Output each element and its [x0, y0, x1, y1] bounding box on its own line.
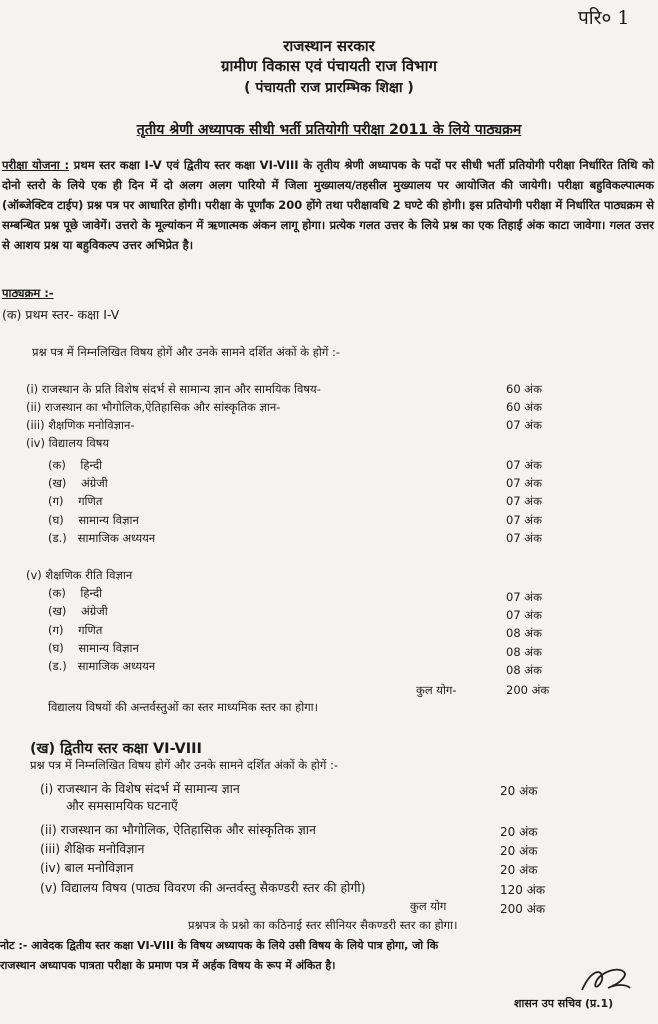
- school-subject-label: (घ) सामान्य विज्ञान: [48, 513, 139, 527]
- level2-item-label-continued: और समसामयिक घटनाएँ: [66, 798, 178, 813]
- footnote-line: राजस्थान अध्यापक पात्रता परीक्षा के प्रमाण पत्र में अर्हक विषय के रूप में अंकित है।: [0, 959, 336, 972]
- syllabus-heading: पाठ्यक्रम :-: [2, 286, 54, 300]
- pedagogy-subject-label: (ग) गणित: [48, 623, 103, 637]
- level2-heading: (ख) द्वितीय स्तर कक्षा VI-VIII: [30, 741, 202, 757]
- pedagogy-subject-label: (ख) अंग्रेजी: [48, 604, 108, 618]
- level2-item-label: (v) विद्यालय विषय (पाठ्य विवरण की अन्तर्वस्तु सैकण्डरी स्तर की होगी): [40, 880, 366, 895]
- page-reference: परि० 1: [578, 7, 630, 29]
- pedagogy-subject-label: (ड.) सामाजिक अध्ययन: [48, 659, 156, 673]
- header-department: ग्रामीण विकास एवं पंचायती राज विभाग: [221, 57, 437, 75]
- level2-total-label: कुल योग: [410, 899, 447, 913]
- level1-heading: (क) प्रथम स्तर- कक्षा I-V: [2, 307, 120, 322]
- document-title: तृतीय श्रेणी अध्यापक सीधी भर्ती प्रतियोगी परीक्षा 2011 के लिये पाठ्यक्रम: [136, 122, 522, 138]
- level1-total-marks: 200 अंक: [506, 683, 550, 697]
- signature-designation: शासन उप सचिव (प्र.1): [514, 997, 614, 1010]
- level2-item-label: (i) राजस्थान के विशेष संदर्भ में सामान्य ज्ञान: [40, 781, 240, 796]
- level2-item-marks: 20 अंक: [500, 825, 538, 839]
- school-subject-label: (क) हिन्दी: [48, 458, 103, 472]
- pedagogy-subject-marks: 07 अंक: [506, 608, 542, 622]
- level1-item-label: (iii) शैक्षणिक मनोविज्ञान-: [26, 418, 135, 432]
- level2-total-marks: 200 अंक: [500, 902, 546, 916]
- level2-item-marks: 20 अंक: [500, 784, 538, 798]
- pedagogy-subject-label: (घ) सामान्य विज्ञान: [48, 641, 139, 655]
- level1-item-marks: 60 अंक: [506, 400, 542, 414]
- pedagogy-subject-marks: 08 अंक: [506, 663, 542, 677]
- pedagogy-subject-marks: 07 अंक: [506, 590, 542, 604]
- footnote-line: नोट :- आवेदक द्वितीय स्तर कक्षा VI-VIII के विषय अध्यापक के लिये उसी विषय के लिये पात्र होगा, जो कि: [0, 939, 439, 952]
- level1-note: विद्यालय विषयों की अन्तर्वस्तुओं का स्तर माध्यमिक स्तर का होगा।: [48, 700, 319, 714]
- signature-scribble-icon: [578, 962, 634, 998]
- school-subject-marks: 07 अंक: [506, 476, 542, 490]
- level2-item-marks: 20 अंक: [500, 863, 538, 877]
- school-subject-label: (ड.) सामाजिक अध्ययन: [48, 531, 156, 545]
- level2-intro: प्रश्न पत्र में निम्नलिखित विषय होगें और उनके सामने दर्शित अंकों के होगें :-: [30, 758, 339, 772]
- school-subjects-heading: (iv) विद्यालय विषय: [26, 436, 110, 450]
- school-subject-marks: 07 अंक: [506, 513, 542, 527]
- pedagogy-subject-marks: 08 अंक: [506, 626, 542, 640]
- school-subject-marks: 07 अंक: [506, 531, 542, 545]
- level1-item-marks: 07 अंक: [506, 418, 542, 432]
- header-branch: ( पंचायती राज प्रारम्भिक शिक्षा ): [244, 80, 414, 96]
- pedagogy-heading: (v) शैक्षणिक रीति विज्ञान: [26, 568, 133, 582]
- exam-scheme-text: प्रथम स्तर कक्षा I-V एवं द्वितीय स्तर कक्षा VI-VIII के तृतीय श्रेणी अध्यापक के पदों पर सीधी भर्ती प्रतियोगी परीक्षा निर्धारित तिथि को दोनो स्तरो के लिये एक ही दिन में दो अलग अलग पारियो में जिला मुख्यालय/तहसील मुख्यालय पर आयोजित की जायेगी। परीक्षा बहुविकल्पात्मक (ऑब्जेक्टिव टाईप) प्रश्न पत्र पर आधारित होगी। परीक्षा के पूर्णांक 200 होंगे तथा परीक्षावधि 2 घण्टे की होगी। इस प्रतियोगी परीक्षा में निर्धारित पाठ्यक्रम से सम्बन्धित प्रश्न पूछे जावेगें। उत्तरो के मूल्यांकन में ऋणात्मक अंकन लागू होगा। प्रत्येक गलत उत्तर के लिये प्रश्न का एक तिहाई अंक काटा जावेगा। गलत उत्तर से आशय प्रश्न या बहुविकल्प उत्तर अभिप्रेत है।: [2, 158, 654, 252]
- level1-item-label: (i) राजस्थान के प्रति विशेष संदर्भ से सामान्य ज्ञान और सामयिक विषय-: [26, 382, 321, 396]
- level1-item-marks: 60 अंक: [506, 382, 542, 396]
- school-subject-label: (ख) अंग्रेजी: [48, 476, 108, 490]
- level2-item-label: (iv) बाल मनोविज्ञान: [40, 860, 134, 875]
- level2-item-marks: 120 अंक: [500, 883, 546, 897]
- level2-item-label: (iii) शैक्षिक मनोविज्ञान: [40, 841, 145, 856]
- level2-item-marks: 20 अंक: [500, 844, 538, 858]
- level1-item-label: (ii) राजस्थान का भौगोलिक,ऐतिहासिक और सांस्कृतिक ज्ञान-: [26, 400, 281, 414]
- level2-item-label: (ii) राजस्थान का भौगोलिक, ऐतिहासिक और सांस्कृतिक ज्ञान: [40, 822, 316, 837]
- header-government: राजस्थान सरकार: [283, 37, 375, 55]
- exam-scheme-paragraph: [2, 155, 654, 255]
- school-subject-label: (ग) गणित: [48, 494, 103, 508]
- level1-intro: प्रश्न पत्र में निम्नलिखित विषय होगें और उनके सामने दर्शित अंकों के होगें :-: [32, 345, 341, 359]
- pedagogy-subject-label: (क) हिन्दी: [48, 586, 103, 600]
- level2-difficulty-note: प्रश्नपत्र के प्रश्नो का कठिनाई स्तर सीनियर सैकण्डरी स्तर का होगा।: [188, 918, 458, 932]
- school-subject-marks: 07 अंक: [506, 458, 542, 472]
- exam-scheme-label: परीक्षा योजना :: [2, 158, 70, 172]
- level1-total-label: कुल योग-: [416, 683, 457, 697]
- pedagogy-subject-marks: 08 अंक: [506, 645, 542, 659]
- school-subject-marks: 07 अंक: [506, 494, 542, 508]
